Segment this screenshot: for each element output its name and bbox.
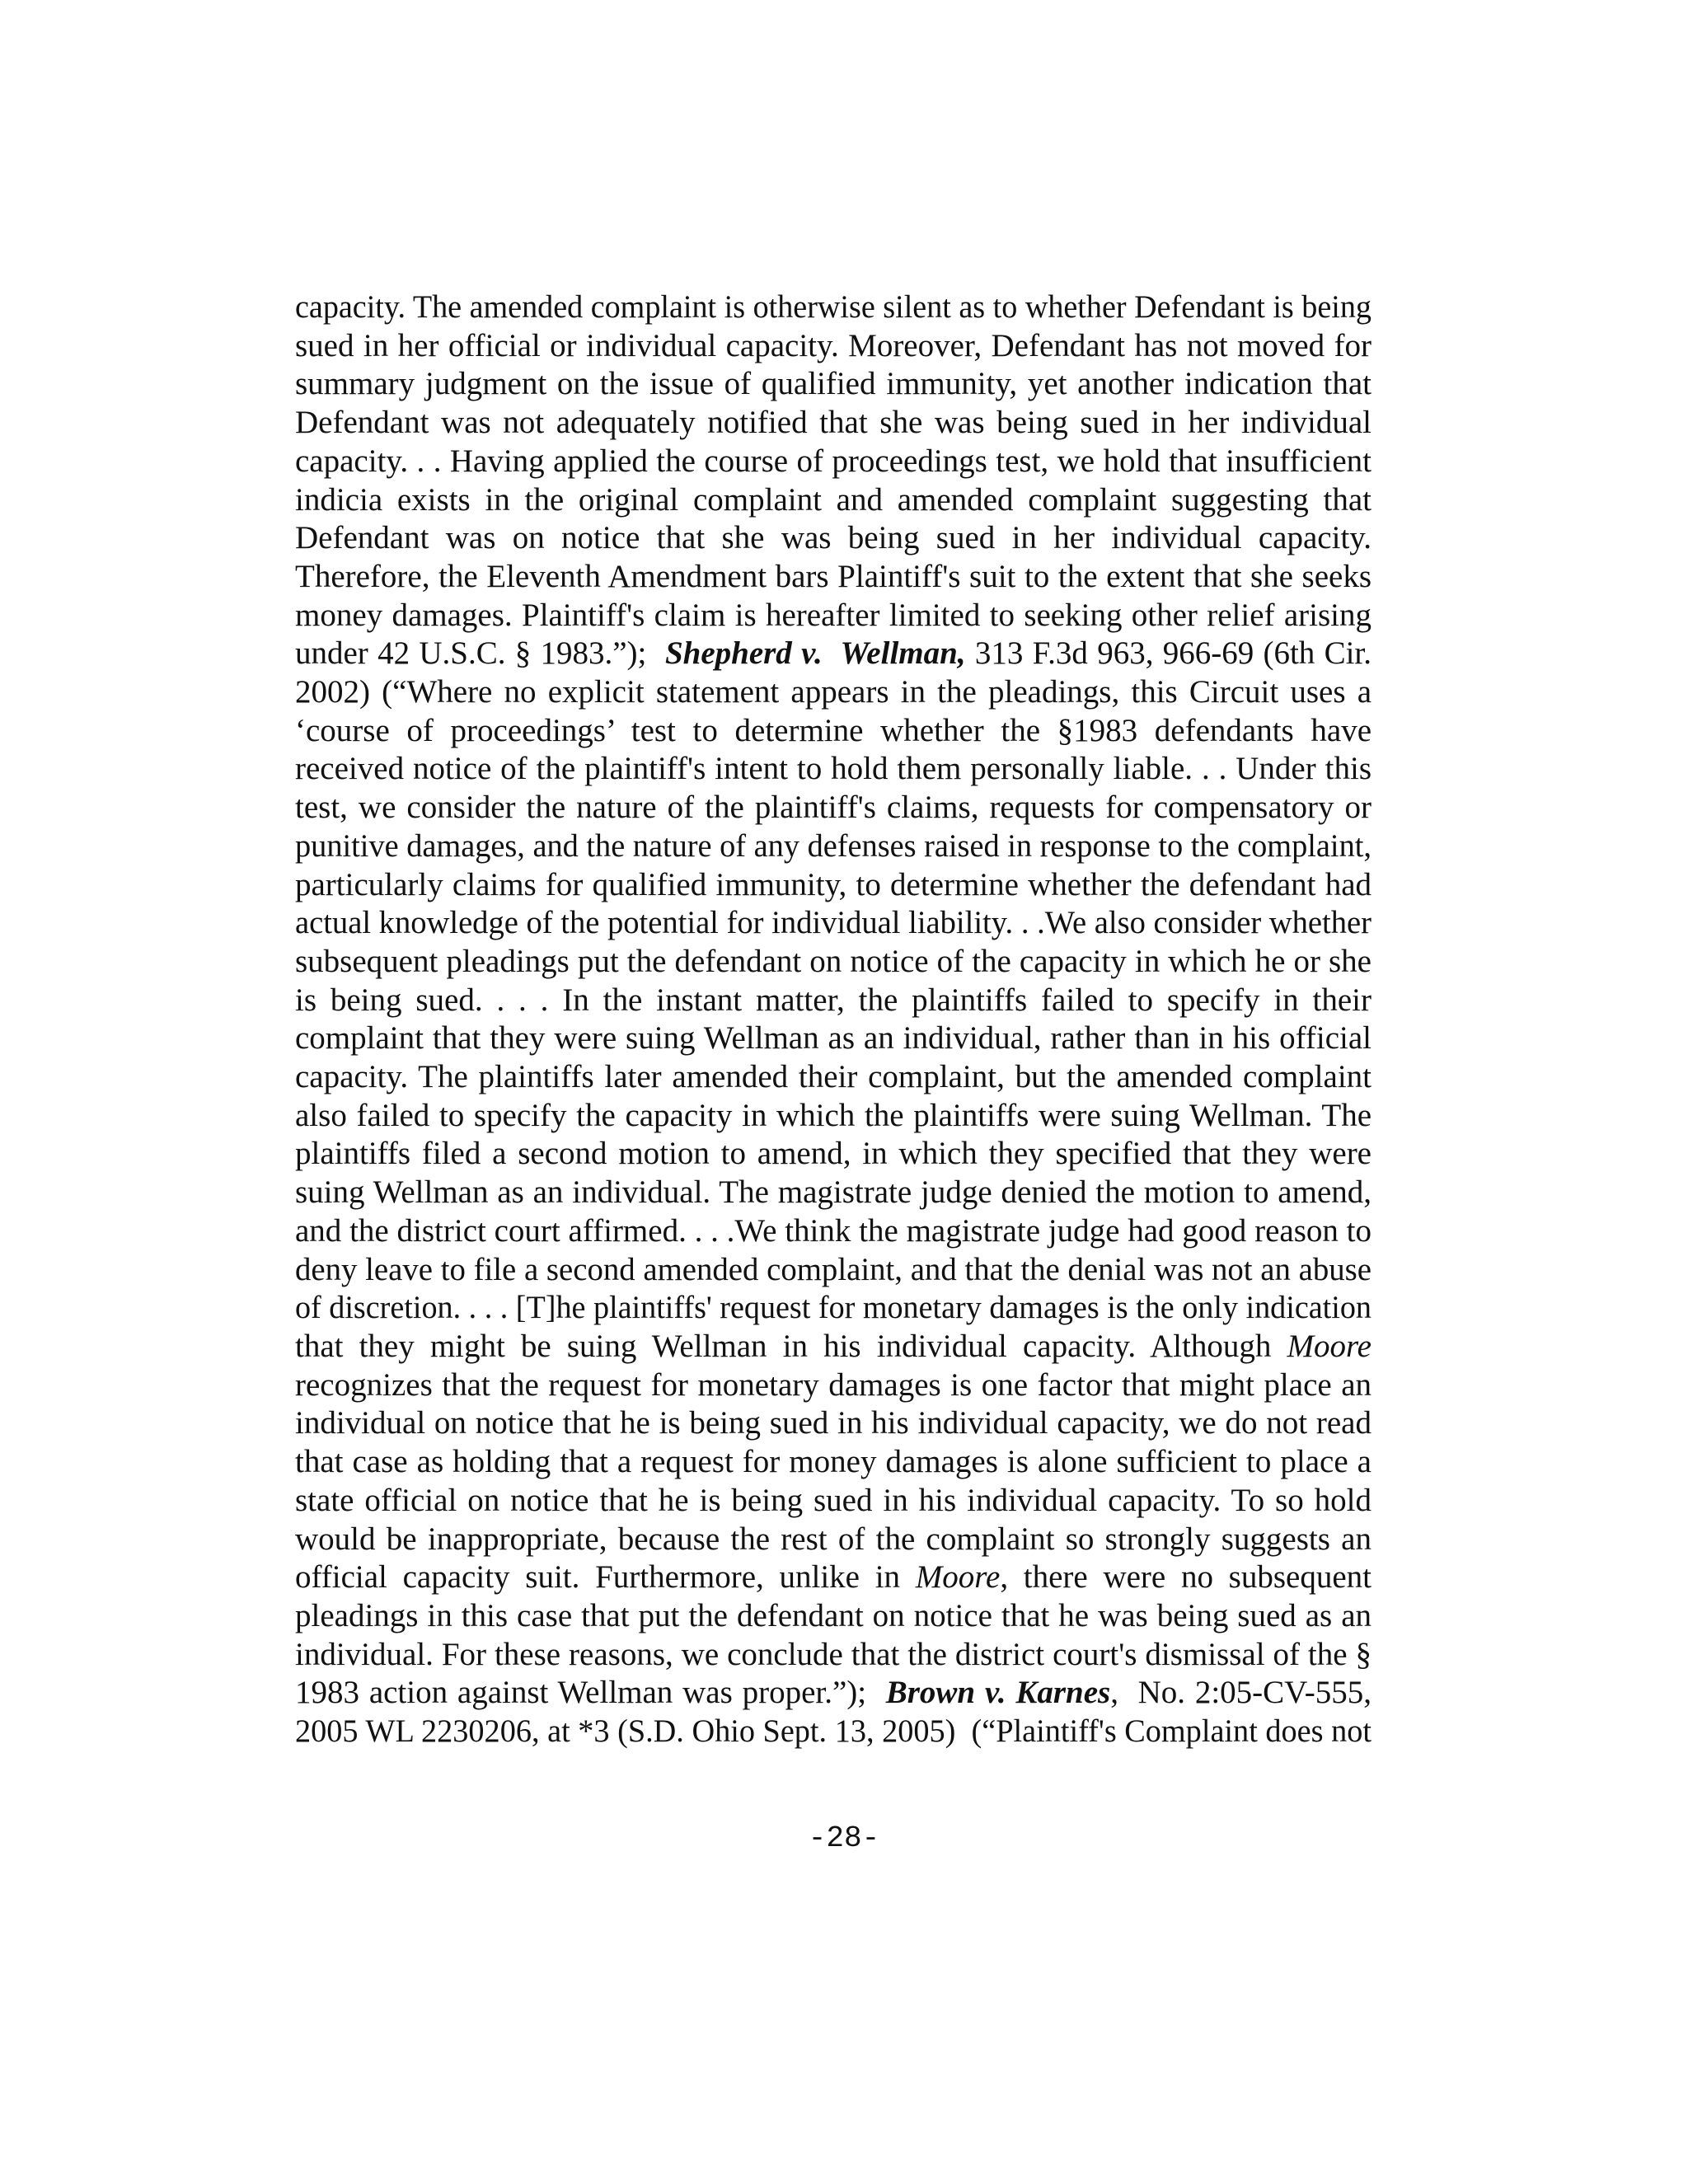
text-run: Defendant was on notice that she was being sued in her individual capacity.	[295, 520, 1372, 556]
text-line	[295, 481, 1372, 520]
text-run: particularly claims for qualified immunity, to determine whether the defendant had	[295, 866, 1372, 902]
text-run: individual on notice that he is being sued in his individual capacity, we do not read	[295, 1405, 1372, 1441]
text-run: subsequent pleadings put the defendant on notice of the capacity in which he or she	[295, 943, 1372, 979]
text-line	[295, 288, 1372, 327]
text-line	[295, 1482, 1372, 1521]
text-line	[295, 904, 1372, 943]
text-run: indicia exists in the original complaint and amended complaint suggesting that	[295, 481, 1372, 518]
text-run: plaintiffs filed a second motion to amend, in which they specified that they were	[295, 1136, 1372, 1172]
text-line	[295, 1212, 1372, 1251]
text-line	[295, 404, 1372, 443]
text-run: pleadings in this case that put the defendant on notice that he was being sued as an	[295, 1597, 1372, 1633]
text-line	[295, 1019, 1372, 1058]
text-run: deny leave to file a second amended complaint, and that the denial was not an abuse	[295, 1251, 1372, 1287]
text-run: , there were no subsequent	[1000, 1559, 1372, 1596]
text-line	[295, 558, 1372, 597]
text-run: of discretion. . . . [T]he plaintiffs' request for monetary damages is the only indication	[295, 1290, 1372, 1326]
text-run: 1983 action against Wellman was proper.”);	[295, 1675, 886, 1711]
text-run: punitive damages, and the nature of any defenses raised in response to the complaint,	[295, 827, 1372, 864]
text-line	[295, 1289, 1372, 1328]
text-run: and the district court affirmed. . . .We think the magistrate judge had good reason to	[295, 1212, 1372, 1249]
text-run: summary judgment on the issue of qualified immunity, yet another indication that	[295, 366, 1372, 402]
text-line	[295, 1558, 1372, 1597]
text-run: suing Wellman as an individual. The magistrate judge denied the motion to amend,	[295, 1174, 1372, 1211]
text-line	[295, 327, 1372, 366]
text-run: , No. 2:05-CV-555,	[1110, 1675, 1372, 1711]
text-line	[295, 1366, 1372, 1405]
text-run: also failed to specify the capacity in which the plaintiffs were suing Wellman. The	[295, 1097, 1372, 1133]
case-citation: Shepherd v. Wellman,	[664, 635, 966, 672]
text-run: capacity. The amended complaint is otherwise silent as to whether Defendant is being	[295, 289, 1372, 325]
text-line	[295, 673, 1372, 712]
text-run: capacity. The plaintiffs later amended their complaint, but the amended complaint	[295, 1059, 1372, 1095]
text-line	[295, 1521, 1372, 1559]
text-run: capacity. . . Having applied the course of proceedings test, we hold that insufficient	[295, 443, 1372, 479]
text-run: is being sued. . . . In the instant matter, the plaintiffs failed to specify in their	[295, 982, 1372, 1018]
text-run: actual knowledge of the potential for individual liability. . .We also consider whether	[295, 905, 1372, 941]
text-line	[295, 635, 1372, 673]
text-run: Therefore, the Eleventh Amendment bars Plaintiff's suit to the extent that she seeks	[295, 558, 1372, 594]
text-run: recognizes that the request for monetary damages is one factor that might place an	[295, 1366, 1372, 1403]
text-line	[295, 365, 1372, 404]
text-run: test, we consider the nature of the plaintiff's claims, requests for compensatory or	[295, 790, 1372, 826]
text-run: 2005 WL 2230206, at *3 (S.D. Ohio Sept. 13, 2005) (“Plaintiff's Complaint does not	[295, 1713, 1372, 1750]
text-run: under 42 U.S.C. § 1983.”);	[295, 635, 665, 672]
text-run: money damages. Plaintiff's claim is hereafter limited to seeking other relief arising	[295, 597, 1372, 633]
text-line	[295, 866, 1372, 905]
text-line	[295, 789, 1372, 827]
page-number: -28-	[808, 1821, 880, 1855]
body-paragraph	[295, 288, 1372, 1751]
text-line	[295, 443, 1372, 481]
text-run: that they might be suing Wellman in his individual capacity. Although	[295, 1328, 1287, 1364]
text-run: 313 F.3d 963, 966-69 (6th Cir.	[965, 635, 1372, 672]
text-line	[295, 1443, 1372, 1482]
text-line	[295, 1328, 1372, 1366]
text-run: official capacity suit. Furthermore, unlike in	[295, 1559, 916, 1596]
text-run: state official on notice that he is being sued in his individual capacity. To so hold	[295, 1482, 1372, 1518]
text-line	[295, 1597, 1372, 1636]
text-run: individual. For these reasons, we conclude that the district court's dismissal of the §	[295, 1636, 1372, 1672]
text-line	[295, 827, 1372, 866]
text-line	[295, 1097, 1372, 1136]
text-line	[295, 1713, 1372, 1751]
text-line	[295, 1174, 1372, 1212]
case-name-italic: Moore	[915, 1559, 1001, 1596]
text-line	[295, 982, 1372, 1020]
case-citation: Brown v. Karnes	[885, 1675, 1111, 1711]
text-run: that case as holding that a request for money damages is alone sufficient to place a	[295, 1444, 1372, 1480]
text-line	[295, 519, 1372, 558]
text-run: Defendant was not adequately notified that she was being sued in her individual	[295, 405, 1372, 441]
text-run: ‘course of proceedings’ test to determine whether the §1983 defendants have	[295, 712, 1372, 748]
text-run: sued in her official or individual capacity. Moreover, Defendant has not moved for	[295, 327, 1372, 363]
text-line	[295, 1251, 1372, 1290]
text-line	[295, 1404, 1372, 1443]
text-run: 2002) (“Where no explicit statement appears in the pleadings, this Circuit uses a	[295, 674, 1372, 710]
text-run: would be inappropriate, because the rest of the complaint so strongly suggests an	[295, 1521, 1372, 1557]
case-name-italic: Moore	[1287, 1328, 1372, 1364]
text-run: received notice of the plaintiff's intent to hold them personally liable. . . Under this	[295, 751, 1372, 787]
text-line	[295, 1058, 1372, 1097]
text-line	[295, 943, 1372, 982]
text-line	[295, 597, 1372, 635]
text-run: complaint that they were suing Wellman as an individual, rather than in his official	[295, 1020, 1372, 1057]
text-line	[295, 1135, 1372, 1174]
text-line	[295, 712, 1372, 751]
text-line	[295, 750, 1372, 789]
text-line	[295, 1636, 1372, 1675]
text-line	[295, 1674, 1372, 1713]
